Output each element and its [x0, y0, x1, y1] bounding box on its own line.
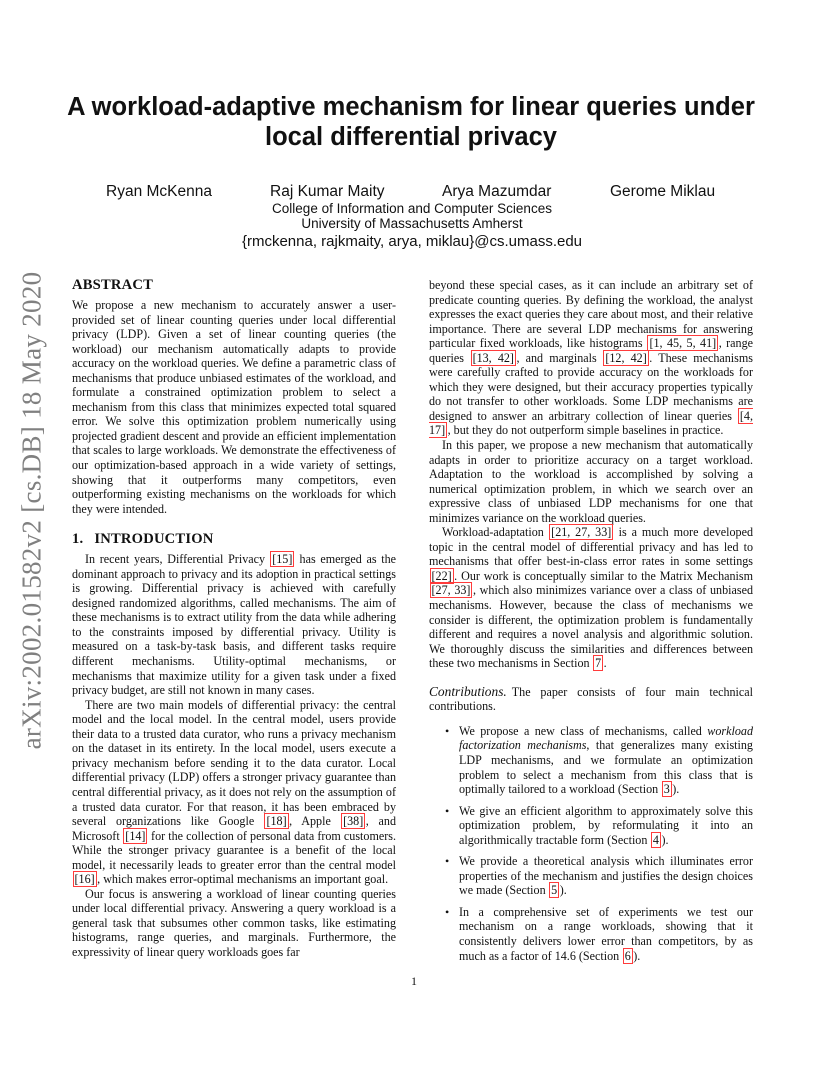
section-number: 1. [72, 531, 84, 548]
citation-link[interactable]: [38] [343, 814, 364, 829]
right-column [429, 278, 753, 970]
section-link[interactable]: 7 [595, 656, 602, 671]
citation-link[interactable]: [22] [431, 568, 452, 583]
citation-link[interactable]: [21, 27, 33] [551, 525, 612, 540]
intro-paragraph-3-cont: beyond these special cases, as it can include an arbitrary set of predicate counting queries. By defining the workload, the analyst expresses the exact queries they care about most, and their relative importance. There are several LDP mechanisms for answering particular fixed workloads, like histograms [1, 45, 5, 41] , range queries [13, 42] , and marginals [12, 42] . These mechanisms were carefully crafted to provide accuracy on the workloads for which they were designed, but their accuracy properties typically do not transfer to other workloads. Some LDP mechanisms are designed to answer an arbitrary collection of linear queries [4, 17] , but they do not outperform simple baselines in practice. [429, 278, 754, 438]
intro-paragraph-2: There are two main models of differential privacy: the central model and the local model. In the central model, users provide their data to a trusted data curator, who runs a privacy mechanism on the dataset in its entirety. In the local model, users execute a privacy mechanism before sending it to the data curator. Local differential privacy (LDP) offers a stronger privacy guarantee than central differential privacy, as it does not rely on the assumption of a trusted data curator. For that reason, it has been embraced by several organizations like Google [18] , Apple [38] , and Microsoft [14] for the collection of personal data from customers. While the stronger privacy guarantee is a benefit of the local model, it necessarily leads to greater error than the central model [16] , which makes error-optimal mechanisms an important goal. [72, 697, 396, 887]
affiliation-line-1: College of Information and Computer Sciences [272, 201, 552, 216]
section-title: INTRODUCTION [94, 531, 214, 548]
citation-link[interactable]: [18] [266, 814, 287, 829]
list-item: • We give an efficient algorithm to approximately solve this optimization problem, by reformulating it into an algorithmically tractable form (Section 4 ). [459, 804, 753, 848]
intro-heading [72, 530, 396, 548]
abstract-heading: ABSTRACT [72, 277, 154, 293]
author-4: Gerome Miklau [610, 183, 716, 200]
section-link[interactable]: 5 [551, 883, 558, 898]
author-3: Arya Mazumdar [442, 183, 552, 200]
citation-link[interactable]: [27, 33] [431, 583, 471, 598]
citation-link[interactable]: [1, 45, 5, 41] [649, 336, 717, 351]
affiliation-line-2: University of Massachusetts Amherst [301, 216, 523, 231]
intro-paragraph-4: In this paper, we propose a new mechanism that automatically adapts in order to prioritize accuracy on a target workload. Adaptation to the workload is accomplished by solving a numerical optimization problem, in which we search over an expressive class of unbiased LDP mechanisms for one that minimizes variance on the workload queries. [429, 438, 753, 525]
intro-paragraph-1: In recent years, Differential Privacy [15] has emerged as the dominant approach to privacy and its adoption in practical settings is growing. Differential privacy is achieved with carefully designed randomized algorithms, called mechanisms. The aim of these mechanisms is to extract utility from the data while adhering to the constraints imposed by differential privacy. Utility is measured on a task-by-task basis, and different tasks require different mechanisms. Utility-optimal mechanisms, or mechanisms that maximize utility for a given task under a fixed privacy budget, are still not known in many cases. [72, 552, 396, 698]
author-1: Ryan McKenna [106, 183, 212, 200]
citation-link[interactable]: [12, 42] [605, 350, 647, 365]
section-link[interactable]: 6 [624, 948, 631, 963]
contributions-heading: Contributions. [429, 683, 507, 699]
arxiv-stamp-text: arXiv:2002.01582v2 [cs.DB] 18 May 2020 [16, 271, 47, 749]
citation-link[interactable]: [16] [74, 872, 95, 887]
paper-title: A workload-adaptive mechanism for linear queries under local differential privacy [67, 93, 755, 151]
citation-link[interactable]: [14] [125, 828, 146, 843]
citation-link[interactable]: [13, 42] [472, 350, 514, 365]
author-2: Raj Kumar Maity [270, 183, 385, 200]
author-emails: {rmckenna, rajkmaity, arya, miklau}@cs.umass.edu [241, 233, 583, 250]
abstract-text: We propose a new mechanism to accurately answer a user-provided set of linear counting queries under local differential privacy (LDP). Given a set of linear counting queries (the workload) our mechanism automatically adapts to provide accuracy on the workload queries. We define a parametric class of mechanisms that produce unbiased estimates of the workload, and formulate a constrained optimization problem to select a mechanism from this class that minimizes expected total squared error. We solve this optimization problem numerically using projected gradient descent and provide an efficient implementation that scales to large workloads. We demonstrate the effectiveness of our optimization-based approach in a wide variety of settings, showing that it outperforms many competitors, even outperforming existing mechanisms on the workloads for which they were intended. [72, 298, 396, 516]
citation-link[interactable]: [4, 17] [429, 408, 753, 438]
arxiv-identifier-stamp [10, 250, 54, 770]
intro-paragraph-3: Our focus is answering a workload of linear counting queries under local differential privacy. Answering a query workload is a general task that subsumes other common tasks, like estimating histograms, range queries, and marginals. Furthermore, the expressivity of linear query workloads goes far [72, 886, 396, 959]
page-number: 1 [411, 974, 417, 988]
contributions-paragraph: Contributions. The paper consists of four main technical contributions. [429, 683, 753, 714]
left-column [72, 276, 396, 960]
citation-link[interactable]: [15] [272, 552, 293, 567]
contributions-list [429, 724, 753, 963]
section-link[interactable]: 4 [652, 832, 659, 847]
section-link[interactable]: 3 [663, 782, 670, 797]
list-item: • We propose a new class of mechanisms, called workload factorization mechanisms, that generalizes many existing LDP mechanisms, and we formulate an optimization problem to select a mechanism from this class that is optimally tailored to a workload (Section 3 ). [459, 724, 753, 797]
list-item: • We provide a theoretical analysis which illuminates error properties of the mechanism and justifies the design choices we made (Section 5 ). [459, 854, 753, 898]
list-item: • In a comprehensive set of experiments we test our mechanism on a range workloads, showing that it consistently delivers lower error than competitors, by as much as a factor of 14.6 (Section 6 ). [459, 905, 753, 963]
intro-paragraph-5: Workload-adaptation [21, 27, 33] is a much more developed topic in the central model of differential privacy and has led to mechanisms that offer best-in-class error rates in some settings [22] . Our work is conceptually similar to the Matrix Mechanism [27, 33] , which also minimizes variance over a class of unbiased mechanisms. However, because the class of mechanisms we consider is different, the optimization problem is fundamentally different and requires a novel analysis and algorithmic solution. We thoroughly discuss the similarities and differences between these two mechanisms in Section 7 . [429, 525, 754, 671]
